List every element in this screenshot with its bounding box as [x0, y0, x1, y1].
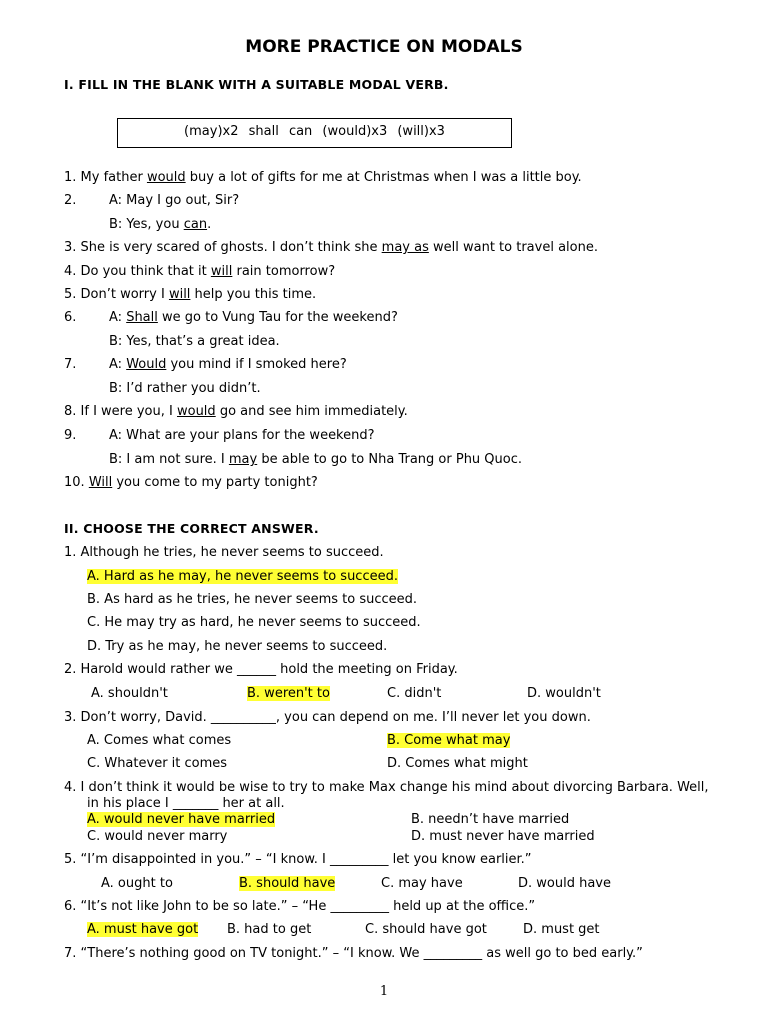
s1-line-text: 5. Don’t worry I — [64, 287, 169, 302]
q6-stem: 6. “It’s not like John to be so late.” – “He _________ held up at the office.” — [64, 899, 536, 914]
s1-line-text: 10. — [64, 475, 89, 490]
q2-option-c: C. didn't — [387, 686, 442, 701]
q5-option-a: A. ought to — [101, 876, 173, 891]
q4-stem-line-2: in his place I _______ her at all. — [87, 796, 285, 811]
q6-option-a: A. must have got — [87, 922, 199, 937]
s1-line-text-end: rain tomorrow? — [232, 264, 336, 279]
s1-line-text-end: go and see him immediately. — [215, 404, 408, 419]
s1-answer: will — [168, 287, 191, 302]
page-number: 1 — [379, 984, 389, 999]
s1-answer: will — [210, 264, 233, 279]
q1-option-c: C. He may try as hard, he never seems to succeed. — [87, 615, 421, 630]
s1-line — [64, 475, 318, 490]
q6-option-c: C. should have got — [365, 922, 487, 937]
q4-stem-line-1: 4. I don’t think it would be wise to try to make Max change his mind about divorcing Barbara. Well, — [64, 780, 709, 795]
s1-line-text: B: I’d rather you didn’t. — [109, 381, 261, 396]
s1-line-text-end: you come to my party tonight? — [112, 475, 318, 490]
q2-option-a: A. shouldn't — [91, 686, 168, 701]
s1-line-text-end: you mind if I smoked here? — [166, 357, 347, 372]
q4-option-c: C. would never marry — [87, 829, 228, 844]
s1-answer: Would — [126, 357, 167, 372]
s1-line — [109, 357, 347, 372]
s1-line-text: 8. If I were you, I — [64, 404, 177, 419]
s1-answer: Shall — [126, 310, 158, 325]
q3-option-c: C. Whatever it comes — [87, 756, 228, 771]
s1-answer: would — [146, 170, 186, 185]
q2-stem: 2. Harold would rather we ______ hold the meeting on Friday. — [64, 662, 458, 677]
s1-line — [109, 193, 239, 208]
s1-line-text: A: What are your plans for the weekend? — [109, 428, 375, 443]
s1-line-text-end: we go to Vung Tau for the weekend? — [157, 310, 398, 325]
s1-item-number: 7. — [64, 357, 77, 372]
s1-line — [109, 381, 261, 396]
s1-line-text: A: — [109, 357, 127, 372]
q6-option-d: D. must get — [523, 922, 600, 937]
s1-line — [64, 240, 598, 255]
s1-item-number: 9. — [64, 428, 77, 443]
q3-option-b: B. Come what may — [387, 733, 511, 748]
section-1-heading: I. FILL IN THE BLANK WITH A SUITABLE MODAL VERB. — [64, 77, 449, 92]
q1-option-b: B. As hard as he tries, he never seems to succeed. — [87, 592, 418, 607]
s1-line-text: 3. She is very scared of ghosts. I don’t think she — [64, 240, 382, 255]
q3-option-a: A. Comes what comes — [87, 733, 232, 748]
modal-word-box — [117, 118, 512, 148]
page-title: MORE PRACTICE ON MODALS — [245, 37, 523, 57]
s1-line — [109, 428, 375, 443]
q5-option-c: C. may have — [381, 876, 463, 891]
s1-item-number: 6. — [64, 310, 77, 325]
q5-stem: 5. “I’m disappointed in you.” – “I know. I _________ let you know earlier.” — [64, 852, 532, 867]
s1-line-text-end: help you this time. — [190, 287, 317, 302]
s1-line — [109, 217, 211, 232]
q5-option-b: B. should have — [239, 876, 336, 891]
s1-line-text: A: — [109, 310, 127, 325]
s1-line — [109, 452, 522, 467]
q2-option-b: B. weren't to — [247, 686, 330, 701]
q6-option-b: B. had to get — [227, 922, 312, 937]
q4-option-a: A. would never have married — [87, 812, 276, 827]
section-2-heading: II. CHOOSE THE CORRECT ANSWER. — [64, 521, 319, 536]
s1-answer: would — [176, 404, 216, 419]
q3-option-d: D. Comes what might — [387, 756, 528, 771]
s1-line-text-end: . — [207, 217, 212, 232]
q4-option-b: B. needn’t have married — [411, 812, 570, 827]
s1-line — [64, 170, 582, 185]
s1-answer: Will — [88, 475, 113, 490]
q3-stem: 3. Don’t worry, David. __________, you can depend on me. I’ll never let you down. — [64, 710, 591, 725]
s1-answer: may as — [381, 240, 429, 255]
q4-option-d: D. must never have married — [411, 829, 595, 844]
s1-line-text: B: I am not sure. I — [109, 452, 229, 467]
s1-line — [64, 404, 408, 419]
s1-line-text: 4. Do you think that it — [64, 264, 211, 279]
s1-item-number: 2. — [64, 193, 77, 208]
s1-line — [109, 310, 398, 325]
s1-line-text-end: be able to go to Nha Trang or Phu Quoc. — [257, 452, 523, 467]
q7-stem: 7. “There’s nothing good on TV tonight.” – “I know. We _________ as well go to bed early.” — [64, 946, 643, 961]
s1-line — [64, 264, 335, 279]
s1-line-text-end: buy a lot of gifts for me at Christmas when I was a little boy. — [185, 170, 582, 185]
q2-option-d: D. wouldn't — [527, 686, 601, 701]
q1-stem: 1. Although he tries, he never seems to succeed. — [64, 545, 384, 560]
s1-line-text-end: well want to travel alone. — [428, 240, 598, 255]
s1-line-text: B: Yes, you — [109, 217, 184, 232]
q5-option-d: D. would have — [518, 876, 611, 891]
s1-line — [64, 287, 316, 302]
s1-line-text: 1. My father — [64, 170, 147, 185]
s1-line — [109, 334, 280, 349]
s1-line-text: A: May I go out, Sir? — [109, 193, 240, 208]
s1-answer: can — [183, 217, 208, 232]
s1-line-text: B: Yes, that’s a great idea. — [109, 334, 280, 349]
q1-option-a: A. Hard as he may, he never seems to succeed. — [87, 569, 398, 584]
modal-word-list: (may)x2 shall can (would)x3 (will)x3 — [184, 124, 445, 139]
s1-answer: may — [228, 452, 258, 467]
q1-option-d: D. Try as he may, he never seems to succeed. — [87, 639, 388, 654]
